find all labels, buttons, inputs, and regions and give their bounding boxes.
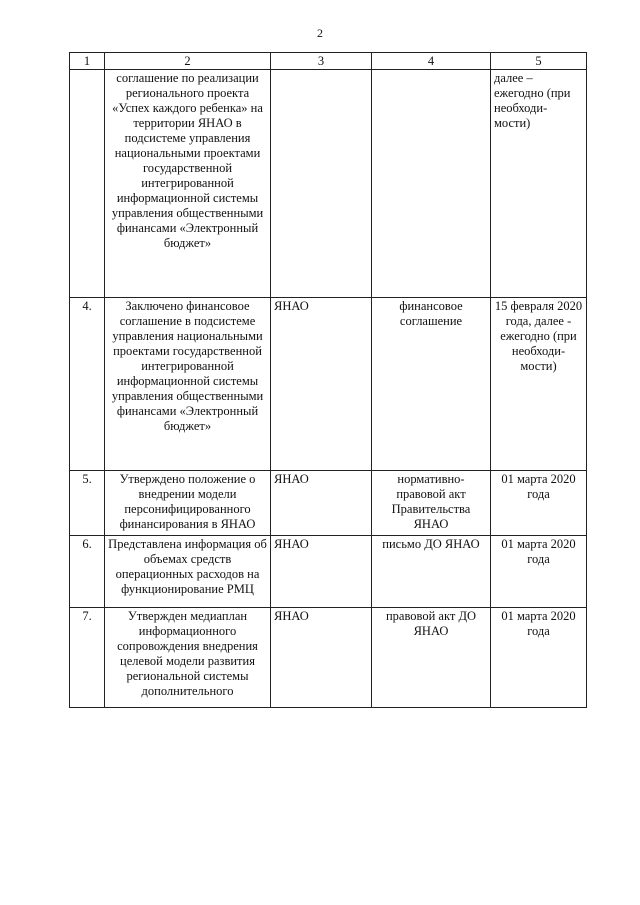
row-deadline: 01 марта 2020 года — [491, 608, 587, 708]
row-document: финансовое соглашение — [372, 298, 491, 471]
row-responsible: ЯНАО — [271, 471, 372, 536]
row-number: 4. — [70, 298, 105, 471]
page-number: 2 — [317, 26, 323, 40]
table-row — [70, 608, 587, 708]
row-deadline: 01 марта 2020 года — [491, 471, 587, 536]
row-description: Утвержден медиаплан информационного сопровождения внедрения целевой модели развития региональной системы дополнительного — [105, 608, 271, 708]
column-header: 4 — [372, 53, 491, 70]
column-header: 2 — [105, 53, 271, 70]
table-row — [70, 471, 587, 536]
row-number — [70, 70, 105, 298]
row-document: письмо ДО ЯНАО — [372, 536, 491, 608]
row-document: нормативно-правовой акт Правительства ЯНАО — [372, 471, 491, 536]
row-responsible: ЯНАО — [271, 536, 372, 608]
table-row — [70, 536, 587, 608]
row-description: Утверждено положение о внедрении модели персонифицированного финансирования в ЯНАО — [105, 471, 271, 536]
row-description: Заключено финансовое соглашение в подсистеме управления национальными проектами государственной интегрированной информационной системы управления общественными финансами «Электронный бюджет» — [105, 298, 271, 471]
row-document — [372, 70, 491, 298]
column-header: 3 — [271, 53, 372, 70]
row-number: 6. — [70, 536, 105, 608]
row-deadline: 15 февраля 2020 года, далее - ежегодно (при необходи-мости) — [491, 298, 587, 471]
row-document: правовой акт ДО ЯНАО — [372, 608, 491, 708]
row-number: 5. — [70, 471, 105, 536]
row-description: Представлена информация об объемах средств операционных расходов на функционирование РМЦ — [105, 536, 271, 608]
row-responsible — [271, 70, 372, 298]
plan-table — [69, 52, 587, 708]
row-responsible: ЯНАО — [271, 608, 372, 708]
row-number: 7. — [70, 608, 105, 708]
header-row — [70, 53, 587, 70]
column-header: 5 — [491, 53, 587, 70]
row-responsible: ЯНАО — [271, 298, 372, 471]
row-description: соглашение по реализации регионального проекта «Успех каждого ребенка» на территории ЯНАО в подсистеме управления национальными проектами государственной интегрированной информационной системы управления общественными финансами «Электронный бюджет» — [105, 70, 271, 298]
table-row — [70, 298, 587, 471]
column-header: 1 — [70, 53, 105, 70]
row-deadline: 01 марта 2020 года — [491, 536, 587, 608]
table-row — [70, 70, 587, 298]
row-deadline: далее – ежегодно (при необходи-мости) — [491, 70, 587, 298]
